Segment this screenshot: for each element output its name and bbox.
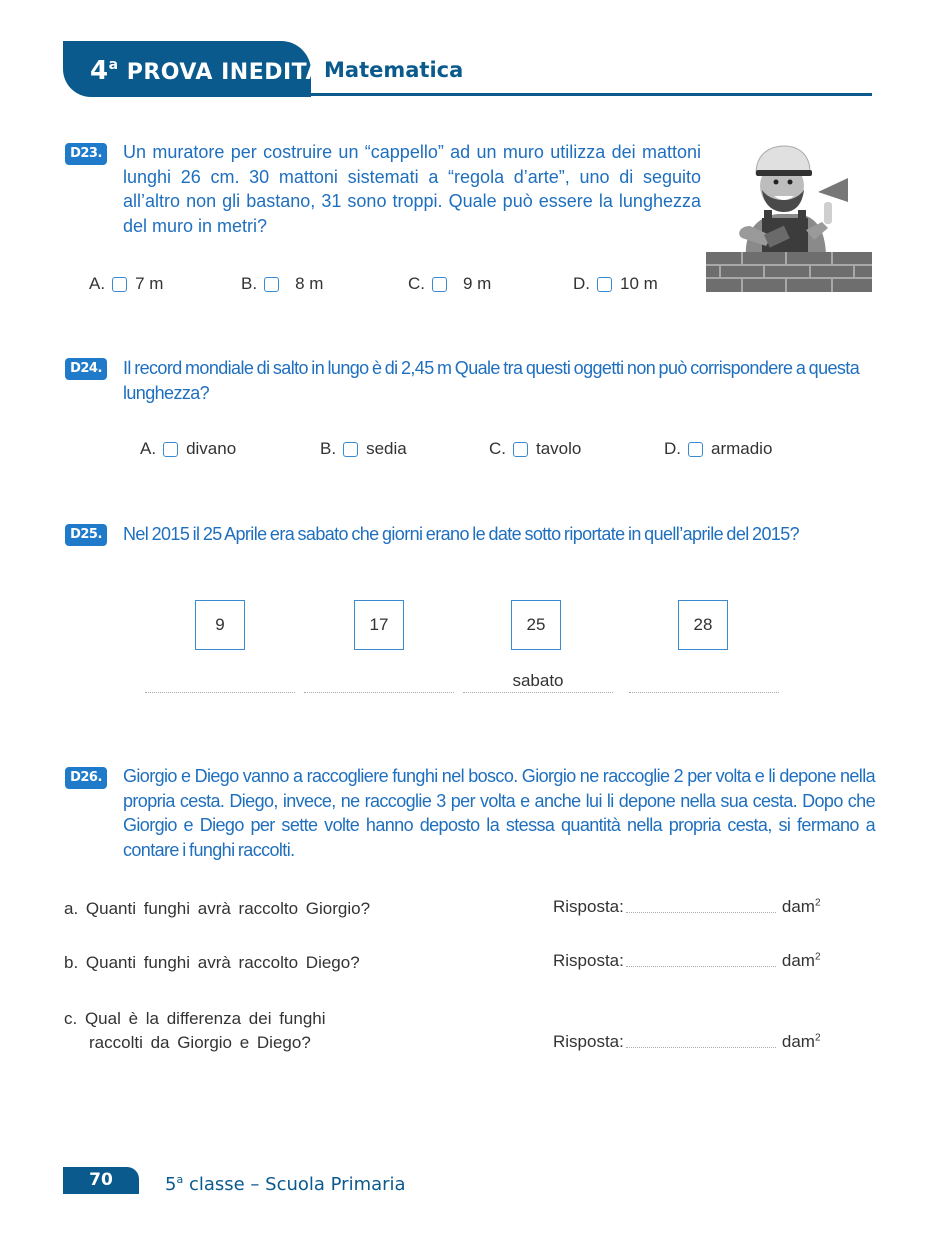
question-text-d25: Nel 2015 il 25 Aprile era sabato che giorni erano le date sotto riportate in quell’aprile del 2015? (123, 524, 800, 544)
option-letter: C. (408, 274, 425, 293)
page-number: 70 (63, 1167, 139, 1194)
option-label: 8 m (295, 274, 324, 293)
option-label: 7 m (135, 274, 164, 293)
checkbox[interactable] (513, 442, 528, 457)
option-d24-c[interactable] (489, 439, 581, 459)
response-input[interactable] (626, 912, 776, 913)
sub-question-b: b. Quanti funghi avrà raccolto Diego? (64, 953, 360, 972)
question-text-d23: Un muratore per costruire un “cappello” ad un muro utilizza dei mattoni lunghi 26 cm. 30 mattoni sistemati a “regola d’arte”, uno di seguito all’altro non gli bastano, 31 sono troppi. Quale può essere la lunghezza del muro in metri? (123, 142, 701, 236)
header-rule (305, 93, 872, 96)
header-title-text: PROVA INEDITA (126, 60, 324, 85)
option-letter: A. (89, 274, 106, 293)
response-label: Risposta: (553, 951, 624, 970)
option-label: tavolo (536, 439, 582, 458)
sub-question-c-line1: c. Qual è la differenza dei funghi (64, 1009, 326, 1028)
option-letter: B. (320, 439, 337, 458)
header-number: 4 (90, 56, 109, 86)
sub-question-c (64, 1007, 326, 1055)
checkbox[interactable] (597, 277, 612, 292)
helmet-icon (756, 146, 810, 174)
response-input[interactable] (626, 1047, 776, 1048)
question-badge-d23: D23. (65, 143, 107, 165)
option-letter: D. (573, 274, 590, 293)
checkbox[interactable] (264, 277, 279, 292)
answer-line-28[interactable] (629, 692, 779, 693)
bricklayer-illustration (706, 138, 872, 292)
option-label: 9 m (463, 274, 492, 293)
question-text-d24: Il record mondiale di salto in lungo è di 2,45 m Quale tra questi oggetti non può corrispondere a questa lunghezza? (123, 358, 860, 403)
answer-line-25[interactable] (463, 692, 613, 693)
option-d23-c[interactable] (408, 274, 491, 294)
checkbox[interactable] (343, 442, 358, 457)
checkbox[interactable] (163, 442, 178, 457)
option-letter: C. (489, 439, 506, 458)
option-d23-a[interactable] (89, 274, 163, 294)
response-unit: dam$^2$ (781, 951, 821, 970)
checkbox[interactable] (432, 277, 447, 292)
response-unit: dam$^2$ (781, 1032, 821, 1051)
brick-wall (706, 252, 872, 292)
option-label: 10 m (620, 274, 658, 293)
question-badge-d26: D26. (65, 767, 107, 789)
response-b[interactable] (553, 951, 821, 971)
question-badge-d25: D25. (65, 524, 107, 546)
checkbox[interactable] (112, 277, 127, 292)
option-d24-d[interactable] (664, 439, 772, 459)
date-box-28: 28 (678, 600, 728, 650)
option-letter: D. (664, 439, 681, 458)
date-box-17: 17 (354, 600, 404, 650)
option-d24-a[interactable] (140, 439, 236, 459)
sub-question-c-line2: raccolti da Giorgio e Diego? (89, 1033, 311, 1052)
question-badge-d24: D24. (65, 358, 107, 380)
trowel-icon (818, 178, 848, 202)
option-letter: A. (140, 439, 157, 458)
answer-25: sabato (512, 671, 564, 690)
header-ordinal: a (108, 57, 119, 73)
response-c[interactable] (553, 1032, 821, 1052)
header-title (90, 56, 323, 86)
option-letter: B. (241, 274, 258, 293)
response-label: Risposta: (553, 1032, 624, 1051)
response-label: Risposta: (553, 897, 624, 916)
date-box-9: 9 (195, 600, 245, 650)
date-box-25: 25 (511, 600, 561, 650)
header-subject: Matematica (324, 58, 464, 82)
response-input[interactable] (626, 966, 776, 967)
answer-line-17[interactable] (304, 692, 454, 693)
response-unit: dam$^2$ (781, 897, 821, 916)
option-d23-b[interactable] (241, 274, 323, 294)
sub-question-a: a. Quanti funghi avrà raccolto Giorgio? (64, 899, 371, 918)
question-text-d26: Giorgio e Diego vanno a raccogliere funghi nel bosco. Giorgio ne raccoglie 2 per volta e li depone nella propria cesta. Diego, invece, ne raccoglie 3 per volta e anche lui li depone nella sua cesta. Dopo che Giorgio e Diego per sette volte hanno deposto la stessa quantità nella propria cesta, si fermano a contare i funghi raccolti. (123, 766, 875, 860)
option-label: armadio (711, 439, 773, 458)
option-d23-d[interactable] (573, 274, 658, 294)
response-a[interactable] (553, 897, 821, 917)
checkbox[interactable] (688, 442, 703, 457)
footer-class-label: 5$^a$ classe – Scuola Primaria (165, 1173, 406, 1195)
option-label: divano (186, 439, 237, 458)
answer-line-9[interactable] (145, 692, 295, 693)
option-d24-b[interactable] (320, 439, 407, 459)
option-label: sedia (366, 439, 407, 458)
